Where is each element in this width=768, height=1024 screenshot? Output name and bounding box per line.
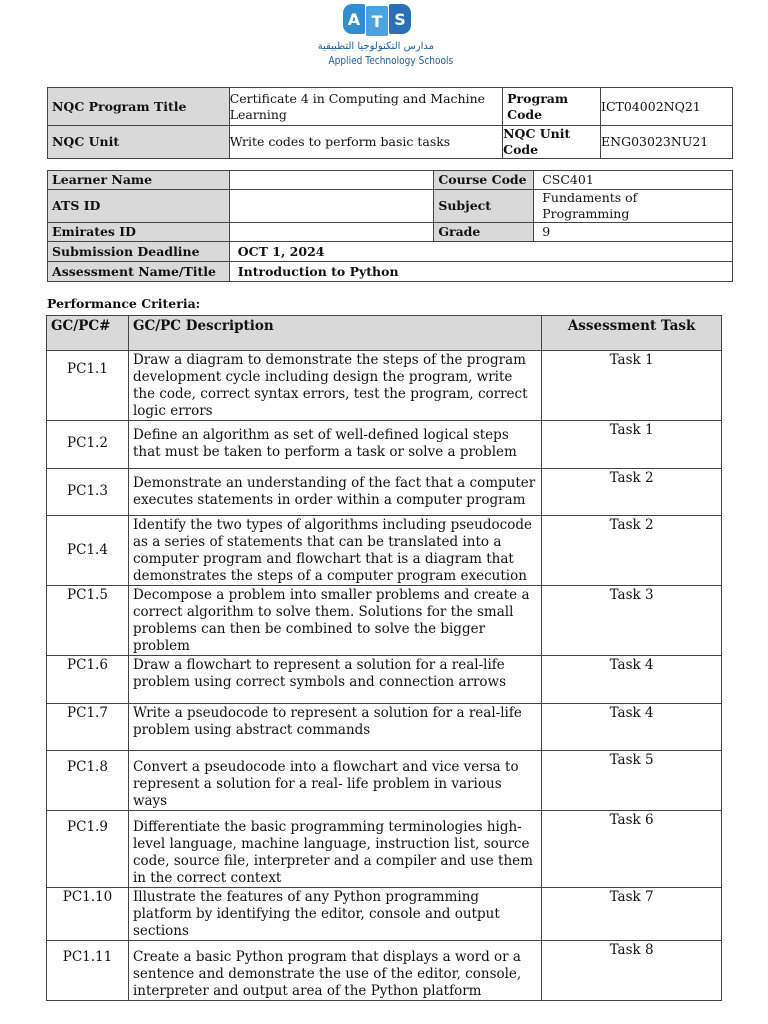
subject-value: Fundaments of Programming (534, 190, 733, 223)
pc-description-header: GC/PC Description (128, 316, 541, 351)
program-code-value: ICT04002NQ21 (601, 88, 733, 126)
pc-description: Decompose a problem into smaller problems and create a correct algorithm to solve them. Solutions for the small problems can then be combined to solve the bigger problem (128, 586, 541, 656)
unit-value: Write codes to perform basic tasks (229, 126, 502, 159)
program-title-value: Certificate 4 in Computing and Machine Learning (229, 88, 502, 126)
deadline-value: OCT 1, 2024 (229, 242, 732, 262)
program-code-label: Program Code (503, 88, 601, 126)
table-row (47, 811, 722, 888)
pc-id: PC1.8 (47, 751, 129, 811)
pc-description: Identify the two types of algorithms including pseudocode as a series of statements that can be translated into a computer program and flowchart that is a diagram that demonstrates the steps of a computer program execution (128, 516, 541, 586)
table-row (47, 469, 722, 516)
pc-id: PC1.11 (47, 941, 129, 1001)
pc-task: Task 6 (542, 811, 722, 888)
table-row (47, 751, 722, 811)
pc-task: Task 1 (542, 421, 722, 469)
pc-description: Demonstrate an understanding of the fact that a computer executes statements in order within a computer program (128, 469, 541, 516)
learner-name-label: Learner Name (48, 171, 230, 190)
course-code-value: CSC401 (534, 171, 733, 190)
pc-description: Draw a flowchart to represent a solution for a real-life problem using correct symbols and connection arrows (128, 656, 541, 704)
pc-number-header: GC/PC# (47, 316, 129, 351)
assessment-name-value: Introduction to Python (229, 262, 732, 282)
pc-description: Illustrate the features of any Python programming platform by identifying the editor, console and output sections (128, 888, 541, 941)
emirates-id-value (229, 223, 434, 242)
pc-id: PC1.6 (47, 656, 129, 704)
logo-letter-t: T (366, 6, 388, 36)
pc-description: Draw a diagram to demonstrate the steps of the program development cycle including design the program, write the code, correct syntax errors, test the program, correct logic errors (128, 351, 541, 421)
pc-id: PC1.4 (47, 516, 129, 586)
pc-description: Write a pseudocode to represent a solution for a real-life problem using abstract commands (128, 704, 541, 751)
program-info-table (47, 87, 733, 159)
course-code-label: Course Code (434, 171, 534, 190)
pc-task: Task 3 (542, 586, 722, 656)
table-row (47, 351, 722, 421)
logo-letter-a: A (343, 4, 365, 34)
pc-task: Task 5 (542, 751, 722, 811)
table-row (47, 656, 722, 704)
logo-arabic-name: مدارس التكنولوجيا التطبيقية (317, 41, 434, 52)
pc-id: PC1.9 (47, 811, 129, 888)
assessment-task-header: Assessment Task (542, 316, 722, 351)
ats-id-value (229, 190, 434, 223)
unit-code-label: NQC Unit Code (503, 126, 601, 159)
performance-criteria-table (46, 315, 722, 1001)
table-row (47, 586, 722, 656)
pc-description: Differentiate the basic programming terminologies high-level language, machine language, instruction list, source code, source file, interpreter and a compiler and use them in the correct context (128, 811, 541, 888)
pc-id: PC1.5 (47, 586, 129, 656)
pc-id: PC1.2 (47, 421, 129, 469)
emirates-id-label: Emirates ID (48, 223, 230, 242)
learner-info-table (47, 170, 733, 282)
pc-task: Task 4 (542, 656, 722, 704)
logo-letter-s: S (389, 4, 411, 34)
learner-name-value (229, 171, 434, 190)
unit-label: NQC Unit (48, 126, 230, 159)
pc-description: Define an algorithm as set of well-defined logical steps that must be taken to perform a task or solve a problem (128, 421, 541, 469)
pc-description: Create a basic Python program that displays a word or a sentence and demonstrate the use of the editor, console, interpreter and output area of the Python platform (128, 941, 541, 1001)
table-row (47, 941, 722, 1001)
table-row (47, 888, 722, 941)
pc-task: Task 2 (542, 516, 722, 586)
table-row (47, 704, 722, 751)
subject-label: Subject (434, 190, 534, 223)
pc-task: Task 1 (542, 351, 722, 421)
pc-task: Task 7 (542, 888, 722, 941)
grade-label: Grade (434, 223, 534, 242)
pc-id: PC1.1 (47, 351, 129, 421)
grade-value: 9 (534, 223, 733, 242)
pc-id: PC1.10 (47, 888, 129, 941)
table-row (47, 516, 722, 586)
pc-task: Task 2 (542, 469, 722, 516)
performance-criteria-title: Performance Criteria: (47, 296, 201, 311)
pc-task: Task 8 (542, 941, 722, 1001)
pc-id: PC1.3 (47, 469, 129, 516)
deadline-label: Submission Deadline (48, 242, 230, 262)
ats-id-label: ATS ID (48, 190, 230, 223)
unit-code-value: ENG03023NU21 (601, 126, 733, 159)
ats-logo-mark (320, 4, 434, 34)
table-row (47, 421, 722, 469)
pc-description: Convert a pseudocode into a flowchart and vice versa to represent a solution for a real- life problem in various ways (128, 751, 541, 811)
logo-english-name: Applied Technology Schools (328, 54, 454, 67)
pc-id: PC1.7 (47, 704, 129, 751)
assessment-name-label: Assessment Name/Title (48, 262, 230, 282)
program-title-label: NQC Program Title (48, 88, 230, 126)
school-logo (317, 4, 454, 84)
pc-task: Task 4 (542, 704, 722, 751)
